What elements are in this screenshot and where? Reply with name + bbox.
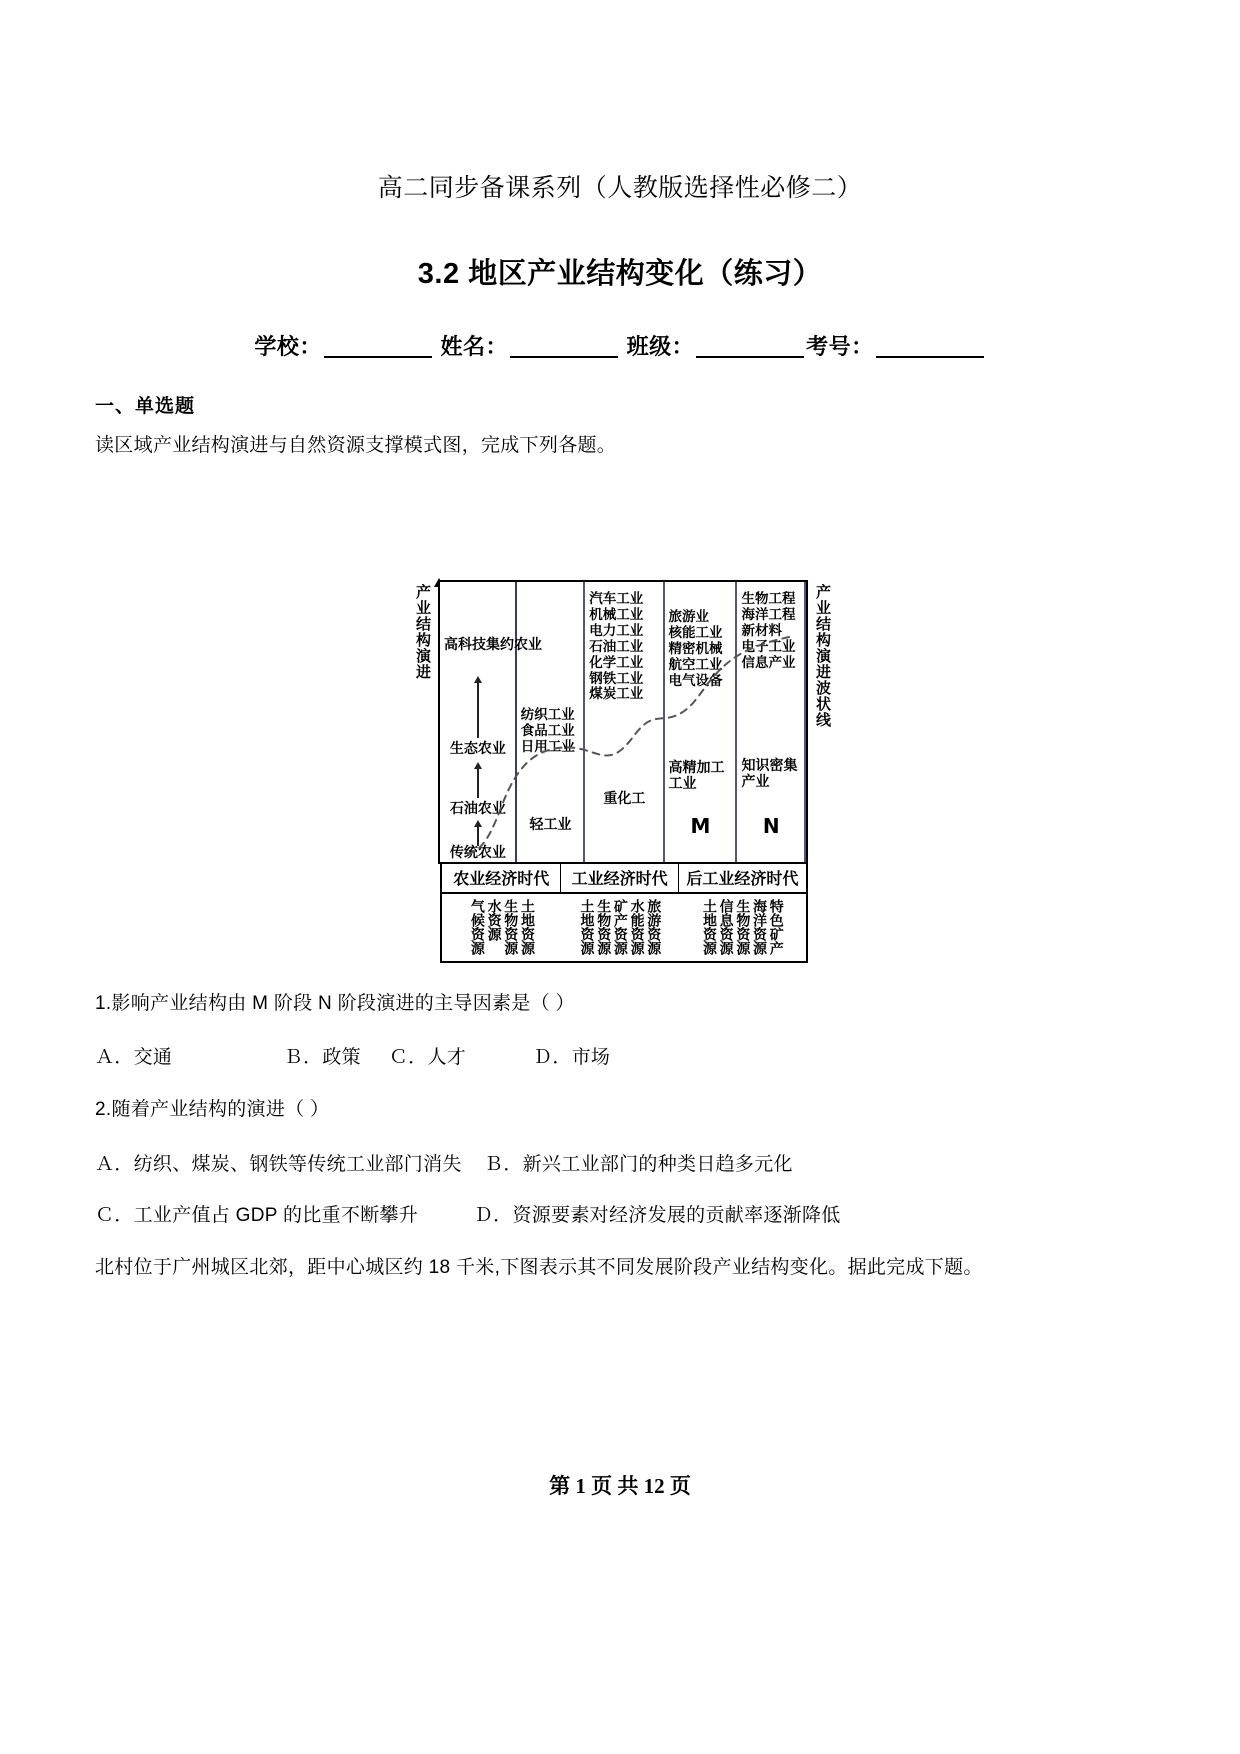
n-item-3: 电子工业 [741, 638, 796, 655]
heavy-item-4: 化学工业 [589, 654, 644, 671]
heavy-industry-items [589, 592, 659, 703]
n-item-2: 新材料 [741, 622, 782, 639]
question-1-options[interactable]: Ａ．交通 Ｂ．政策 Ｃ．人才 Ｄ．市场 [95, 1047, 611, 1069]
resource-item: 生物资源 [595, 898, 612, 955]
resource-item: 旅游资源 [645, 898, 662, 955]
stage-n [737, 582, 806, 862]
question-2-options-line-2[interactable]: Ｃ．工业产值占 GDP 的比重不断攀升 Ｄ．资源要素对经济发展的贡献率逐渐降低 [95, 1204, 841, 1226]
page-title [95, 251, 1145, 292]
agri-item-3: 传统农业 [449, 844, 506, 861]
n-item-1: 海洋工程 [741, 606, 796, 623]
light-industry-label: 轻工业 [529, 816, 572, 833]
resource-item: 气候资源 [468, 898, 485, 955]
m-item-1: 核能工业 [668, 624, 723, 641]
exam-number-label: 考号： [806, 333, 874, 359]
resource-item: 生物资源 [734, 898, 751, 955]
y-axis-line [430, 580, 440, 864]
series-title: 高二同步备课系列（人教版选择性必修二） [377, 174, 863, 202]
resource-group-agriculture [442, 899, 561, 955]
question-2-options-line-1[interactable]: Ａ．纺织、煤炭、钢铁等传统工业部门消失 Ｂ．新兴工业部门的种类日趋多元化 [95, 1153, 793, 1175]
light-industry-items [521, 708, 581, 756]
stage-heavy-industry [585, 582, 664, 862]
school-blank[interactable] [324, 356, 432, 358]
resource-item: 特色矿产 [767, 898, 784, 955]
n-item-4: 信息产业 [741, 654, 796, 671]
resource-item: 水能资源 [628, 898, 645, 955]
agri-item-0: 高科技集约农业 [444, 636, 542, 653]
title-number: 3.2 [417, 257, 460, 290]
n-item-0: 生物工程 [741, 590, 796, 607]
section-intro: 读区域产业结构演进与自然资源支撑模式图，完成下列各题。 [95, 434, 617, 456]
m-stage-label: M [690, 813, 711, 838]
m-stage-sublabel: 高精加工工业 [668, 759, 725, 793]
heavy-item-6: 煤炭工业 [589, 686, 644, 703]
figure-plot-area [410, 580, 830, 864]
n-stage-items [741, 592, 801, 672]
heavy-item-1: 机械工业 [589, 606, 644, 623]
wave-axis-label: 产业结构演进波状线 [814, 583, 832, 728]
name-blank[interactable] [510, 356, 618, 358]
m-item-2: 精密机械 [668, 640, 723, 657]
name-label: 姓名： [440, 333, 508, 359]
resource-item: 水资源 [485, 898, 502, 941]
resource-item: 信息资源 [717, 898, 734, 955]
figure-container [95, 580, 1145, 963]
resource-group-industry [561, 899, 678, 955]
m-item-4: 电气设备 [668, 672, 723, 689]
agri-arrow-1-icon [477, 768, 479, 798]
agri-arrow-2-icon [477, 682, 479, 738]
stage-light-industry [517, 582, 586, 862]
resource-item: 生物资源 [502, 898, 519, 955]
heavy-item-3: 石油工业 [589, 638, 644, 655]
industrial-structure-diagram [410, 580, 830, 963]
resource-row [440, 894, 808, 963]
exam-number-blank[interactable] [876, 356, 984, 358]
student-info-line [95, 330, 1145, 361]
question-1-stem: 1.影响产业结构由 M 阶段 N 阶段演进的主导因素是（ ） [95, 992, 575, 1014]
agri-item-1: 生态农业 [449, 740, 506, 757]
m-item-0: 旅游业 [668, 608, 709, 625]
light-item-2: 日用工业 [520, 738, 575, 755]
agriculture-track [444, 586, 542, 862]
era-cell-agriculture: 农业经济时代 [442, 864, 561, 892]
school-label: 学校： [254, 333, 322, 359]
heavy-industry-label: 重化工 [603, 790, 646, 807]
class-label: 班级： [626, 333, 695, 359]
resource-item: 海洋资源 [751, 898, 768, 955]
agri-item-2: 石油农业 [449, 800, 506, 817]
heavy-item-0: 汽车工业 [589, 590, 644, 607]
class-blank[interactable] [696, 356, 804, 358]
page-content [95, 0, 1145, 1282]
resource-item: 土地资源 [578, 898, 595, 955]
light-item-0: 纺织工业 [520, 706, 575, 723]
n-stage-label: N [762, 813, 780, 838]
stage-m [665, 582, 738, 862]
era-row [440, 864, 808, 894]
era-cell-industry: 工业经济时代 [561, 864, 678, 892]
page-footer: 第 1 页 共 12 页 [549, 1474, 691, 1498]
m-item-3: 航空工业 [668, 656, 723, 673]
era-cell-post-industry: 后工业经济时代 [686, 868, 799, 888]
section-heading: 一、单选题 [95, 395, 196, 417]
question-2-stem: 2.随着产业结构的演进（ ） [95, 1099, 330, 1121]
stage-columns [440, 580, 808, 864]
heavy-item-2: 电力工业 [589, 622, 644, 639]
resource-item: 土地资源 [518, 898, 535, 955]
heavy-item-5: 钢铁工业 [589, 670, 644, 687]
n-stage-sublabel: 知识密集产业 [741, 757, 798, 791]
stage-agriculture [440, 582, 542, 862]
m-stage-items [669, 610, 733, 690]
resource-item: 矿产资源 [611, 898, 628, 955]
title-text: 地区产业结构变化（练习） [468, 257, 823, 290]
light-item-1: 食品工业 [520, 722, 575, 739]
resource-item: 土地资源 [700, 898, 717, 955]
next-question-intro: 北村位于广州城区北郊，距中心城区约 18 千米,下图表示其不同发展阶段产业结构变化。据此完成下题。 [95, 1256, 983, 1278]
resource-group-post-industry [678, 899, 806, 955]
y-axis-label: 产业结构演进 [414, 583, 432, 680]
